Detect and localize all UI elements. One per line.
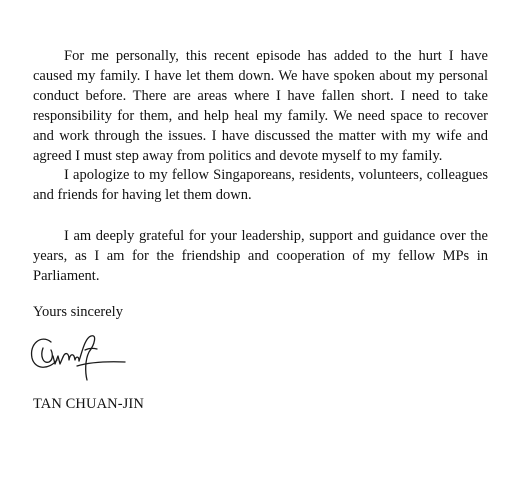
letter-paragraph-1: For me personally, this recent episode has added to the hurt I have caused my family. I have let them down. We have spoken about my personal conduct before. There are areas where I have fallen short. I need to take responsibility for them, and help heal my family. We need space to recover and work through the issues. I have discussed the matter with my wife and agreed I must step away from politics and devote myself to my family. [33, 48, 488, 164]
handwritten-signature [27, 330, 127, 382]
letter-paragraph-3: I am deeply grateful for your leadership, support and guidance over the years, as I am for the friendship and cooperation of my fellow MPs in Parliament. [33, 228, 488, 284]
closing-salutation: Yours sincerely [33, 304, 123, 320]
signatory-name: TAN CHUAN-JIN [33, 396, 144, 412]
letter-paragraph-2: I apologize to my fellow Singaporeans, residents, volunteers, colleagues and friends for having let them down. [33, 167, 488, 203]
